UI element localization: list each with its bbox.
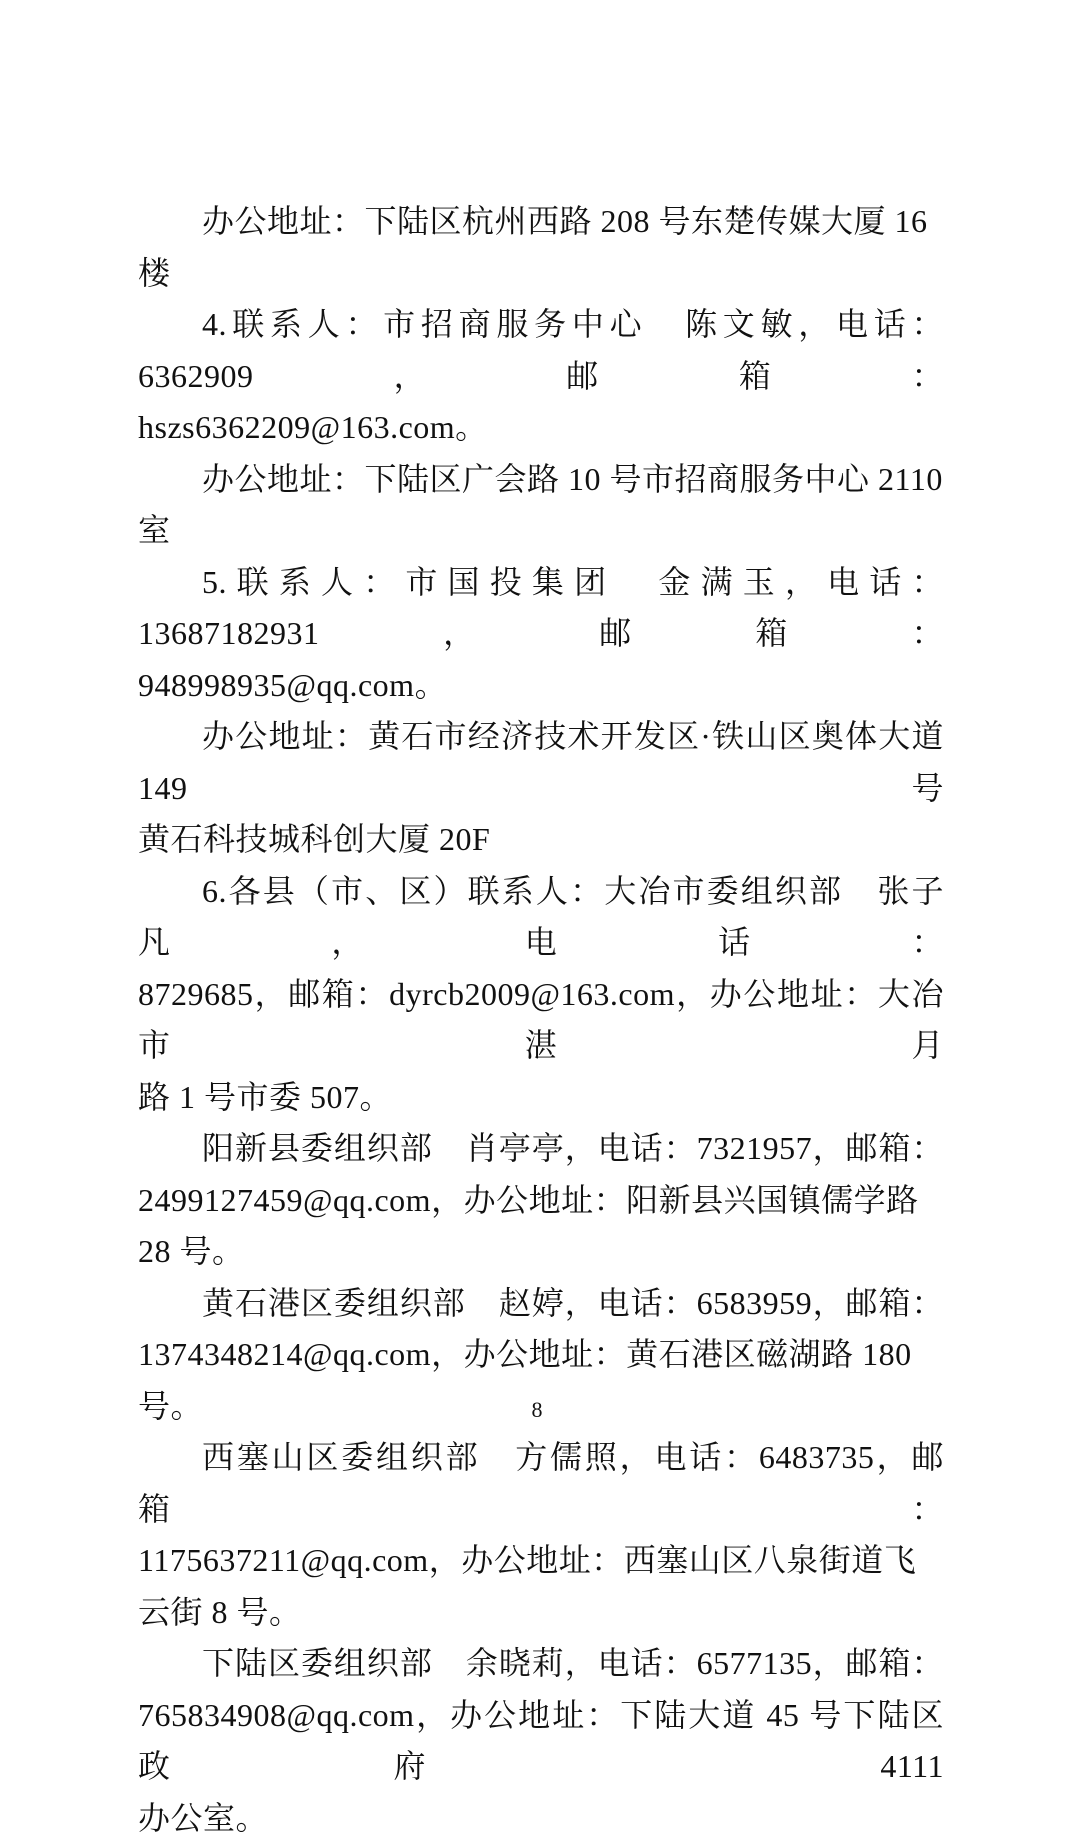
document-line: 黄石科技城科创大厦 20F	[138, 814, 944, 866]
document-line: 阳新县委组织部 肖亭亭，电话：7321957，邮箱：	[138, 1123, 944, 1175]
document-line: 2499127459@qq.com，办公地址：阳新县兴国镇儒学路 28 号。	[138, 1175, 944, 1278]
document-line: 办公地址：下陆区广会路 10 号市招商服务中心 2110 室	[138, 454, 944, 557]
document-line: 1374348214@qq.com，办公地址：黄石港区磁湖路 180 号。	[138, 1329, 944, 1432]
document-line: 8729685，邮箱：dyrcb2009@163.com，办公地址：大冶市湛月	[138, 969, 944, 1072]
document-line: 办公室。	[138, 1793, 944, 1844]
document-line: 路 1 号市委 507。	[138, 1072, 944, 1124]
document-body	[138, 196, 944, 1844]
document-line: 6.各县（市、区）联系人：大冶市委组织部 张子凡，电话：	[138, 866, 944, 969]
document-line: hszs6362209@163.com。	[138, 402, 944, 454]
document-line: 办公地址：下陆区杭州西路 208 号东楚传媒大厦 16 楼	[138, 196, 944, 299]
document-line: 西塞山区委组织部 方儒照，电话：6483735，邮箱：	[138, 1432, 944, 1535]
document-line: 948998935@qq.com。	[138, 660, 944, 712]
document-line: 4.联系人：市招商服务中心 陈文敏，电话：6362909，邮箱：	[138, 299, 944, 402]
document-line: 办公地址：黄石市经济技术开发区·铁山区奥体大道 149 号	[138, 711, 944, 814]
page-number: 8	[0, 1396, 1074, 1424]
document-line: 5.联系人：市国投集团 金满玉，电话：13687182931，邮箱：	[138, 557, 944, 660]
document-line: 下陆区委组织部 余晓莉，电话：6577135，邮箱：	[138, 1638, 944, 1690]
document-line: 黄石港区委组织部 赵婷，电话：6583959，邮箱：	[138, 1278, 944, 1330]
document-line: 1175637211@qq.com，办公地址：西塞山区八泉街道飞云街 8 号。	[138, 1535, 944, 1638]
document-line: 765834908@qq.com，办公地址：下陆大道 45 号下陆区政府 4111	[138, 1690, 944, 1793]
